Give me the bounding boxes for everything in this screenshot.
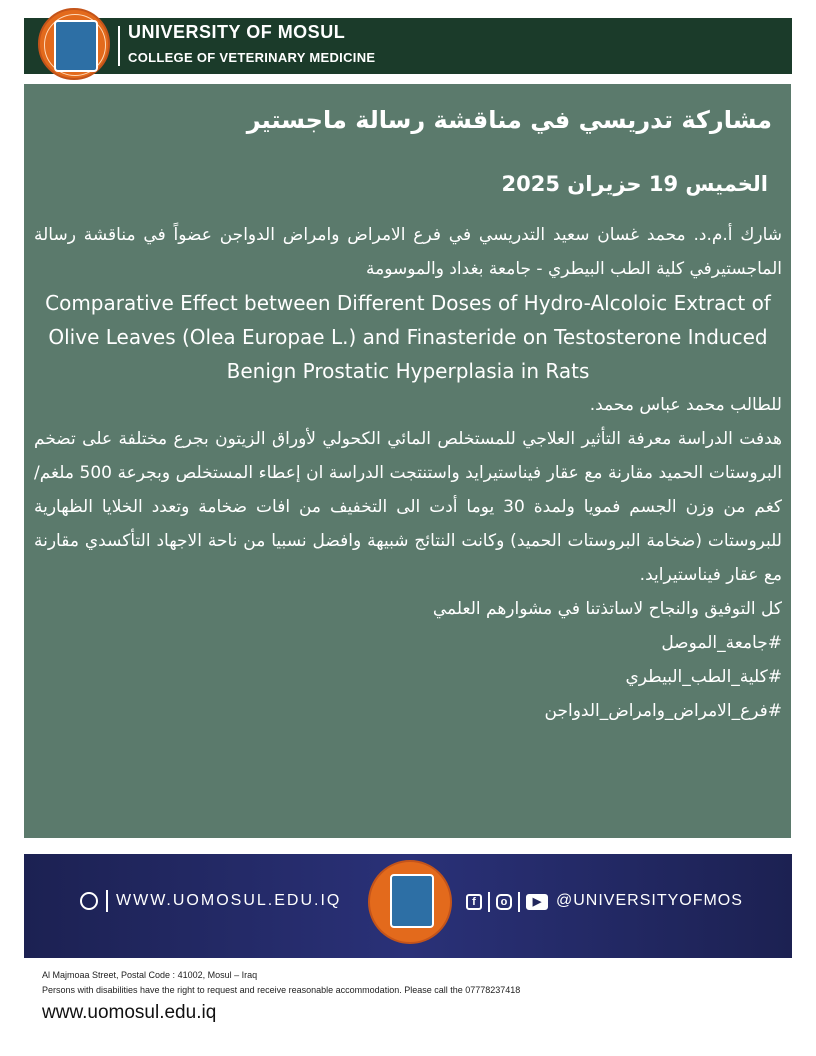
wish-text: كل التوفيق والنجاح لاساتذتنا في مشوارهم العلمي bbox=[432, 599, 782, 619]
address-text: Al Majmoaa Street, Postal Code : 41002, Mosul – Iraq bbox=[42, 970, 258, 980]
university-logo-icon bbox=[38, 8, 110, 80]
social-handle[interactable]: @UNIVERSITYOFMOS bbox=[556, 892, 743, 909]
hashtag-1[interactable]: #جامعة_الموصل bbox=[661, 633, 782, 653]
intro-text: شارك أ.م.د. محمد غسان سعيد التدريسي في فرع الامراض وامراض الدواجن عضواً في مناقشة رسالة الماجستيرفي كلية الطب البيطري - جامعة بغداد والموسومة bbox=[34, 225, 782, 279]
footer-divider bbox=[106, 890, 108, 912]
university-name: UNIVERSITY OF MOSUL bbox=[128, 22, 346, 42]
abstract-text: هدفت الدراسة معرفة التأثير العلاجي للمستخلص المائي الكحولي لأوراق الزيتون بجرع مختلفة على تضخم البروستات الحميد مقارنة مع عقار فيناستيرايد واستنتجت الدراسة ان إعطاء المستخلص وبجرعة 500 ملغم/كغم من وزن الجسم فمويا ولمدة 30 يوما أدت الى التخفيف من افات ضخامة وتعدد الخلايا الظهارية للبروستات (ضخامة البروستات الحميد) وكانت النتائج شبيهة وافضل نسبيا من ناحة الاجهاد التأكسدي مقارنة مع عقار فيناستيرايد. bbox=[34, 429, 783, 585]
footer-logo-icon bbox=[368, 860, 452, 944]
facebook-icon[interactable]: f bbox=[466, 894, 482, 910]
post-date: الخميس 19 حزيران 2025 bbox=[501, 172, 768, 196]
hashtag-3[interactable]: #فرع_الامراض_وامراض_الدواجن bbox=[544, 701, 782, 721]
instagram-icon[interactable]: o bbox=[496, 894, 512, 910]
accessibility-note: Persons with disabilities have the right to request and receive reasonable accommodation. Please call the 07778237418 bbox=[42, 985, 521, 995]
social-divider bbox=[518, 892, 520, 912]
footer-url[interactable]: WWW.UOMOSUL.EDU.IQ bbox=[116, 892, 342, 909]
youtube-icon[interactable]: ▶ bbox=[526, 894, 548, 910]
website-link[interactable]: www.uomosul.edu.iq bbox=[42, 1002, 217, 1023]
post-body bbox=[34, 218, 782, 728]
social-divider bbox=[488, 892, 490, 912]
header-divider bbox=[118, 26, 120, 66]
hashtag-2[interactable]: #كلية_الطب_البيطري bbox=[625, 667, 782, 687]
thesis-title: Comparative Effect between Different Doses of Hydro-Alcoloic Extract of Olive Leaves (Olea Europae L.) and Finasteride on Testosterone Induced Benign Prostatic Hyperplasia in Rats bbox=[45, 291, 771, 383]
post-title: مشاركة تدريسي في مناقشة رسالة ماجستير bbox=[246, 106, 772, 134]
globe-icon bbox=[80, 892, 98, 910]
college-name: COLLEGE OF VETERINARY MEDICINE bbox=[128, 50, 376, 65]
student-name: للطالب محمد عباس محمد. bbox=[589, 395, 782, 415]
